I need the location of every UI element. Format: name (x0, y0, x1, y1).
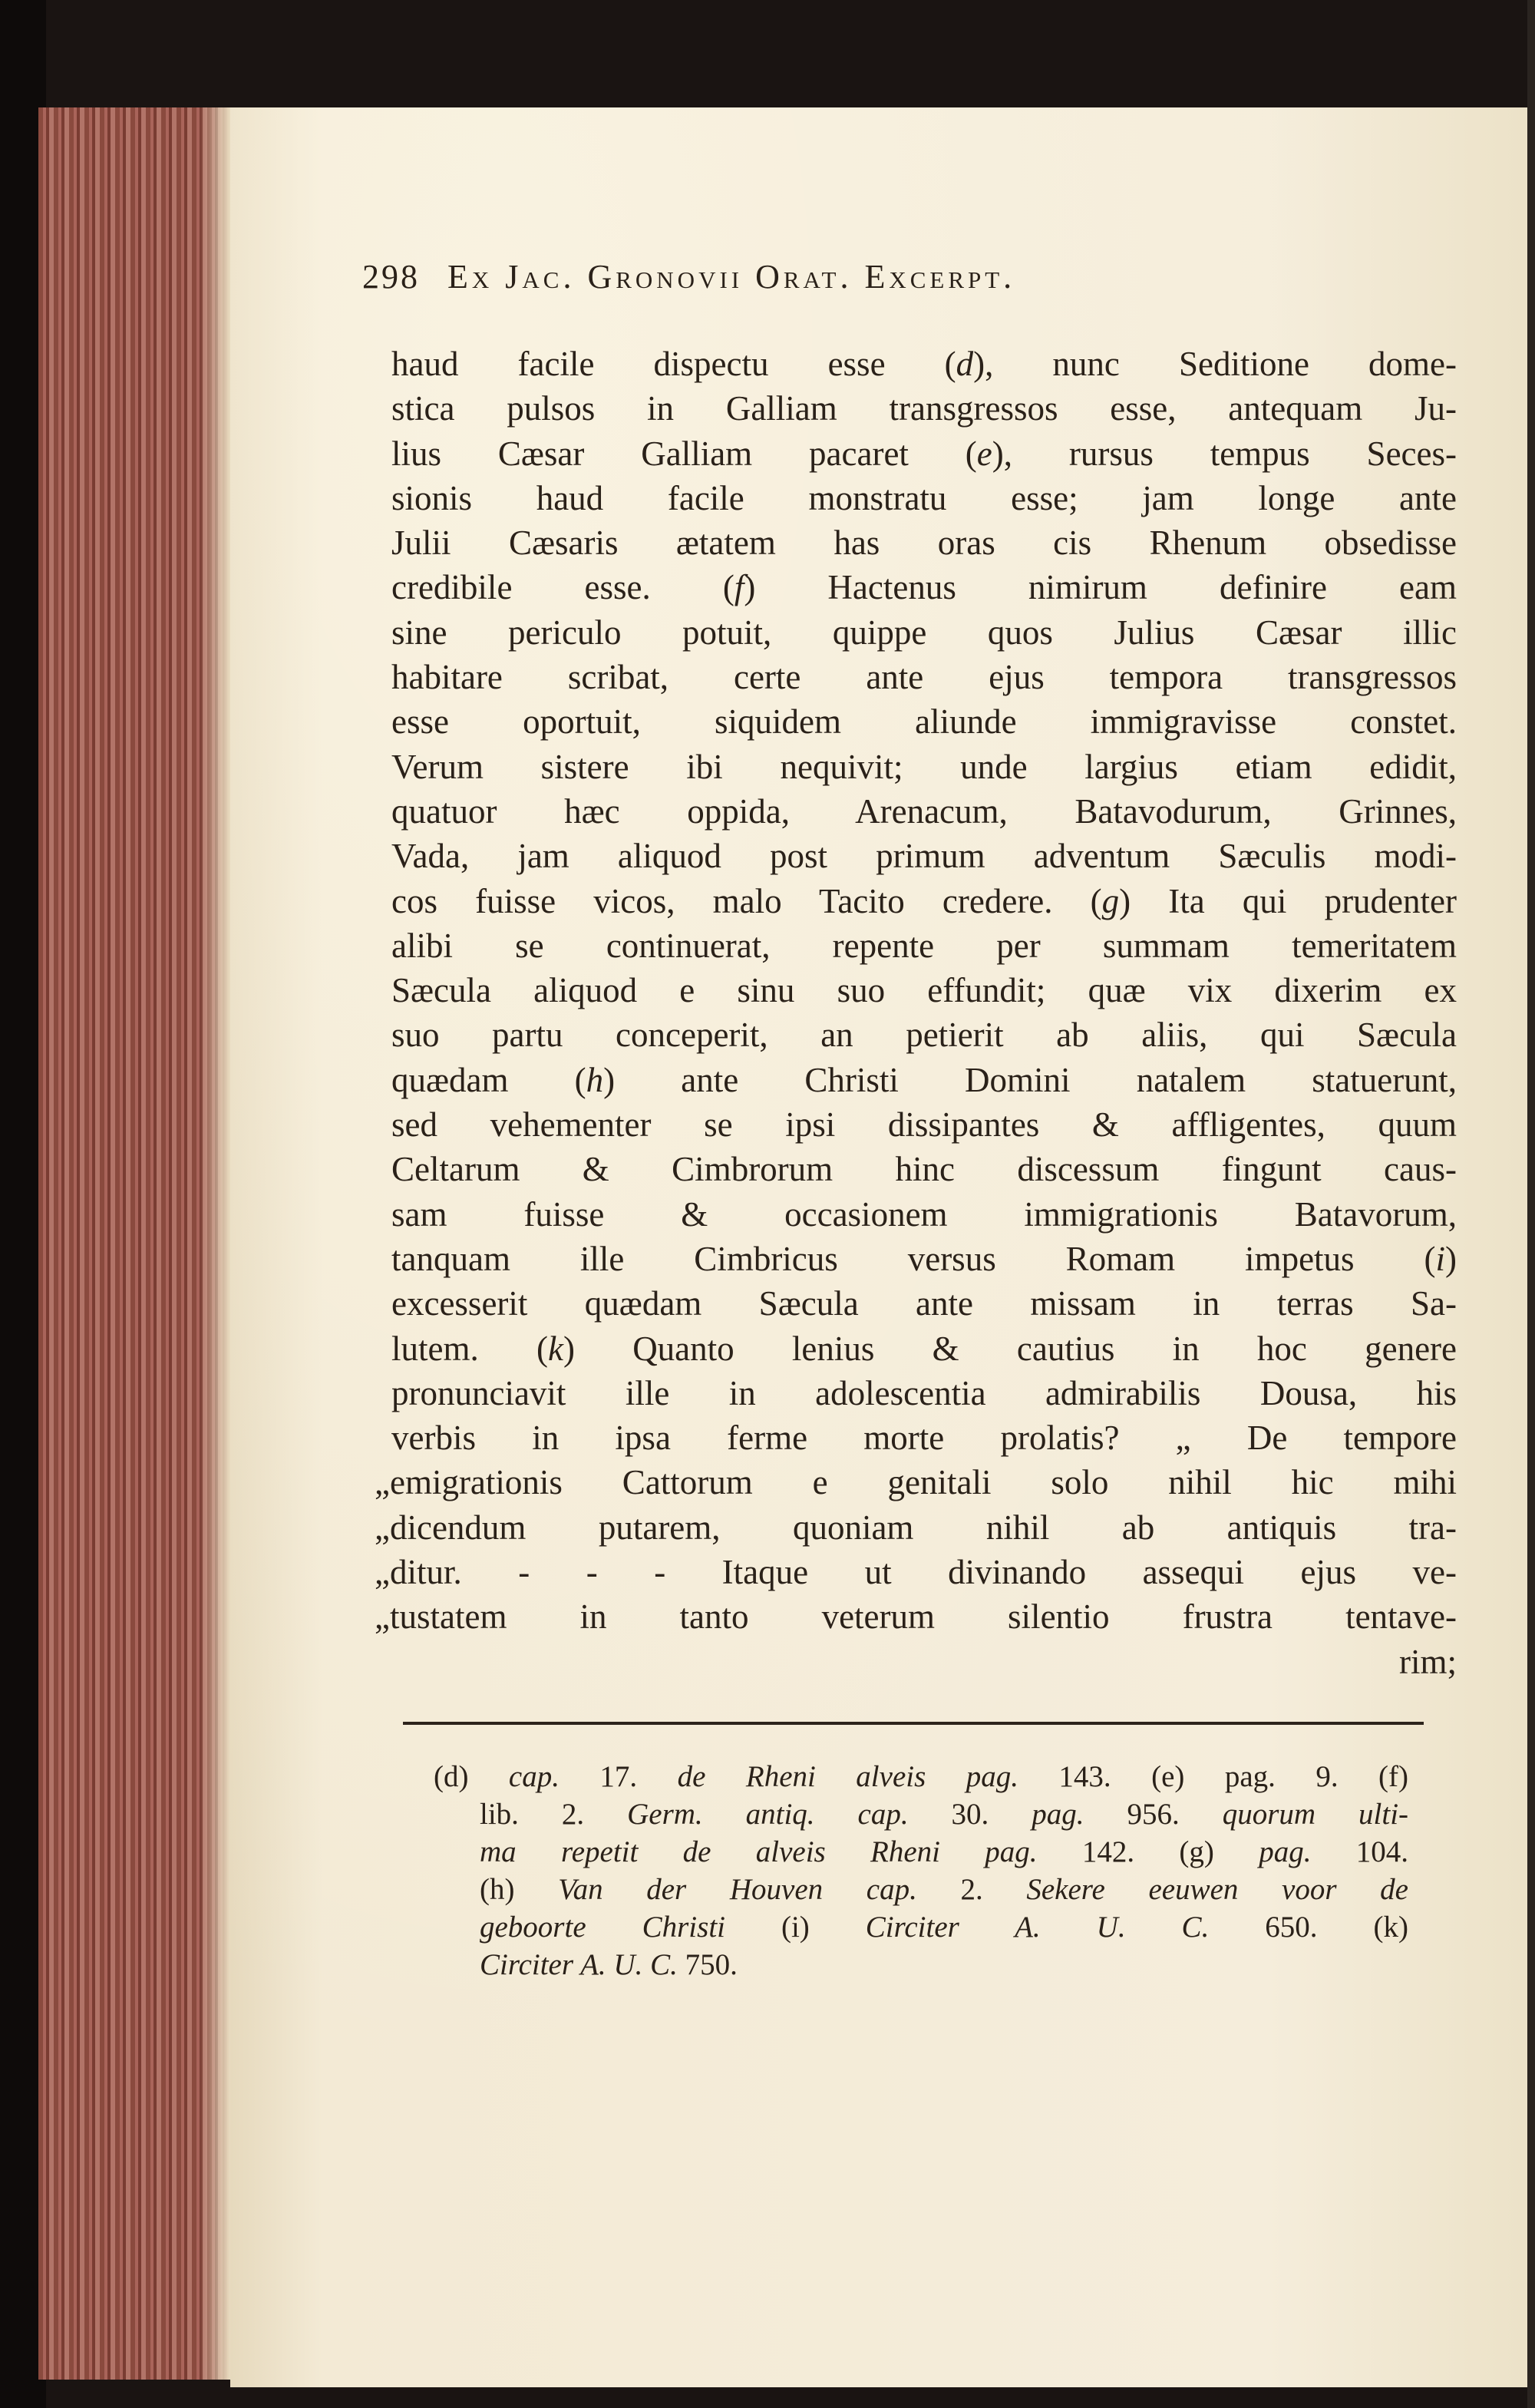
text-line (391, 1371, 1457, 1415)
text-segment: sam fuisse & occasionem immigrationis Batavorum, (391, 1194, 1457, 1234)
italic-text: f (734, 568, 744, 607)
footnote-line (434, 1871, 1408, 1908)
text-line (375, 1505, 1457, 1550)
text-line (391, 968, 1457, 1012)
text-segment: „tustatem in tanto veterum silentio frustra tentave- (375, 1597, 1457, 1637)
text-segment: 104. (1311, 1835, 1408, 1868)
text-line (375, 1550, 1457, 1594)
text-segment: haud facile dispectu esse ( (391, 345, 956, 383)
footnote-line (434, 1946, 1408, 1984)
text-segment: 650. (k) (1209, 1911, 1409, 1944)
page-number: 298 (362, 258, 420, 296)
text-line (391, 1012, 1457, 1057)
footnote-line (434, 1758, 1408, 1795)
body-text (375, 342, 1457, 1684)
text-line (391, 1147, 1457, 1191)
footnote-line (434, 1833, 1408, 1871)
italic-text: geboorte Christi (480, 1911, 725, 1944)
text-line (391, 923, 1457, 968)
italic-text: Van der Houven cap. (558, 1873, 917, 1906)
text-line (391, 745, 1457, 789)
text-line (391, 879, 1457, 923)
italic-text: Circiter A. U. C. (480, 1948, 678, 1981)
italic-text: Circiter A. U. C. (865, 1911, 1210, 1944)
text-line (391, 342, 1457, 386)
text-line (391, 789, 1457, 834)
text-segment: Julii Cæsaris ætatem has oras cis Rhenum obsedisse (391, 524, 1457, 563)
book-page-edges (38, 107, 230, 2380)
text-line (391, 1640, 1457, 1684)
text-segment: 750. (677, 1948, 738, 1981)
text-segment: sine periculo potuit, quippe quos Julius Cæsar illic (391, 613, 1457, 652)
text-line (391, 655, 1457, 699)
text-segment: cos fuisse vicos, malo Tacito credere. ( (391, 881, 1102, 920)
text-segment: 142. (g) (1037, 1835, 1259, 1868)
text-segment: lutem. ( (391, 1329, 548, 1368)
text-segment: quædam ( (391, 1060, 586, 1099)
text-line (375, 1460, 1457, 1505)
text-segment: Vada, jam aliquod post primum adventum Sæculis modi- (391, 837, 1457, 876)
text-segment: esse oportuit, siquidem aliunde immigravisse constet. (391, 702, 1457, 742)
text-segment: ) Ita qui prudenter (1119, 881, 1457, 920)
text-line (391, 1281, 1457, 1326)
italic-text: Sekere eeuwen voor de (1026, 1873, 1408, 1906)
italic-text: k (547, 1329, 563, 1368)
italic-text: i (1435, 1239, 1445, 1278)
text-line (391, 1415, 1457, 1460)
text-segment: ) ante Christi Domini natalem statuerunt, (603, 1060, 1457, 1099)
text-segment: ), nunc Seditione dome- (973, 345, 1457, 383)
text-segment: lib. 2. (480, 1798, 628, 1831)
text-segment: verbis in ipsa ferme morte prolatis? „ De tempore (391, 1419, 1457, 1458)
text-line (391, 565, 1457, 609)
text-line (391, 476, 1457, 520)
text-segment: ), rursus tempus Seces- (992, 434, 1457, 473)
text-segment: sed vehementer se ipsi dissipantes & affligentes, quum (391, 1105, 1457, 1145)
text-line (375, 1594, 1457, 1639)
italic-text: pag. (1259, 1835, 1312, 1868)
italic-text: ma repetit de alveis Rheni pag. (480, 1835, 1038, 1868)
italic-text: Germ. antiq. (627, 1798, 815, 1831)
text-segment: habitare scribat, certe ante ejus tempora transgressos (391, 658, 1457, 697)
text-segment (815, 1798, 858, 1831)
text-line (391, 386, 1457, 431)
text-segment: 2. (916, 1873, 1027, 1906)
text-segment: pronunciavit ille in adolescentia admirabilis Dousa, his (391, 1373, 1457, 1412)
running-head (362, 257, 1015, 296)
text-segment: „emigrationis Cattorum e genitali solo nihil hic mihi (375, 1463, 1457, 1502)
text-line (391, 1237, 1457, 1281)
text-line (391, 699, 1457, 744)
text-line (391, 1058, 1457, 1102)
footnotes (434, 1758, 1408, 1984)
italic-text: de Rheni alveis pag. (677, 1760, 1018, 1793)
text-segment: stica pulsos in Galliam transgressos esse, antequam Ju- (391, 389, 1457, 428)
text-segment: (h) (480, 1873, 559, 1906)
text-line (391, 834, 1457, 878)
text-segment: Sæcula aliquod e sinu suo effundit; quæ vix dixerim ex (391, 971, 1457, 1010)
footnote-line (434, 1908, 1408, 1946)
book-gutter-edge (1527, 0, 1535, 2408)
text-segment: lius Cæsar Galliam pacaret ( (391, 434, 977, 473)
text-segment: credibile esse. ( (391, 568, 734, 607)
italic-text: quorum ulti- (1222, 1798, 1409, 1831)
italic-text: cap. (857, 1798, 909, 1831)
text-segment: 17. (559, 1760, 678, 1793)
text-segment: Verum sistere ibi nequivit; unde largius etiam edidit, (391, 747, 1457, 786)
italic-text: d (956, 345, 974, 383)
text-segment: ) Hactenus nimirum definire eam (744, 568, 1457, 607)
text-line (391, 431, 1457, 476)
footnote-line (434, 1795, 1408, 1833)
text-segment: Celtarum & Cimbrorum hinc discessum fingunt caus- (391, 1150, 1457, 1189)
text-segment: rim; (1399, 1642, 1457, 1681)
text-line (391, 1102, 1457, 1147)
text-segment: 143. (e) pag. 9. (f) (1018, 1760, 1408, 1793)
text-line (391, 520, 1457, 565)
text-segment: „dicendum putarem, quoniam nihil ab antiquis tra- (375, 1508, 1457, 1547)
text-segment: quatuor hæc oppida, Arenacum, Batavodurum, Grinnes, (391, 791, 1457, 831)
italic-text: e (976, 434, 992, 473)
text-segment: ) (1445, 1239, 1457, 1278)
footnote-separator-rule (403, 1722, 1424, 1725)
text-line (391, 1326, 1457, 1371)
text-segment: suo partu conceperit, an petierit ab aliis, qui Sæcula (391, 1016, 1457, 1055)
italic-text: g (1101, 881, 1120, 920)
text-segment: alibi se continuerat, repente per summam temeritatem (391, 926, 1457, 965)
text-segment: ) Quanto lenius & cautius in hoc genere (563, 1329, 1457, 1368)
italic-text: cap. (508, 1760, 560, 1793)
text-segment: (i) (725, 1911, 866, 1944)
text-segment: „ditur. - - - Itaque ut divinando assequi ejus ve- (375, 1553, 1457, 1592)
text-segment: (d) (434, 1760, 509, 1793)
running-title: Ex Jac. Gronovii Orat. Excerpt. (447, 258, 1016, 296)
text-segment: tanquam ille Cimbricus versus Romam impetus ( (391, 1239, 1436, 1278)
italic-text: pag. (1032, 1798, 1084, 1831)
text-segment: sionis haud facile monstratu esse; jam longe ante (391, 478, 1457, 517)
text-segment: 30. (908, 1798, 1032, 1831)
text-segment: excesserit quædam Sæcula ante missam in terras Sa- (391, 1284, 1457, 1323)
text-line (391, 1192, 1457, 1237)
italic-text: h (586, 1060, 604, 1099)
text-segment: 956. (1084, 1798, 1223, 1831)
text-line (391, 610, 1457, 655)
